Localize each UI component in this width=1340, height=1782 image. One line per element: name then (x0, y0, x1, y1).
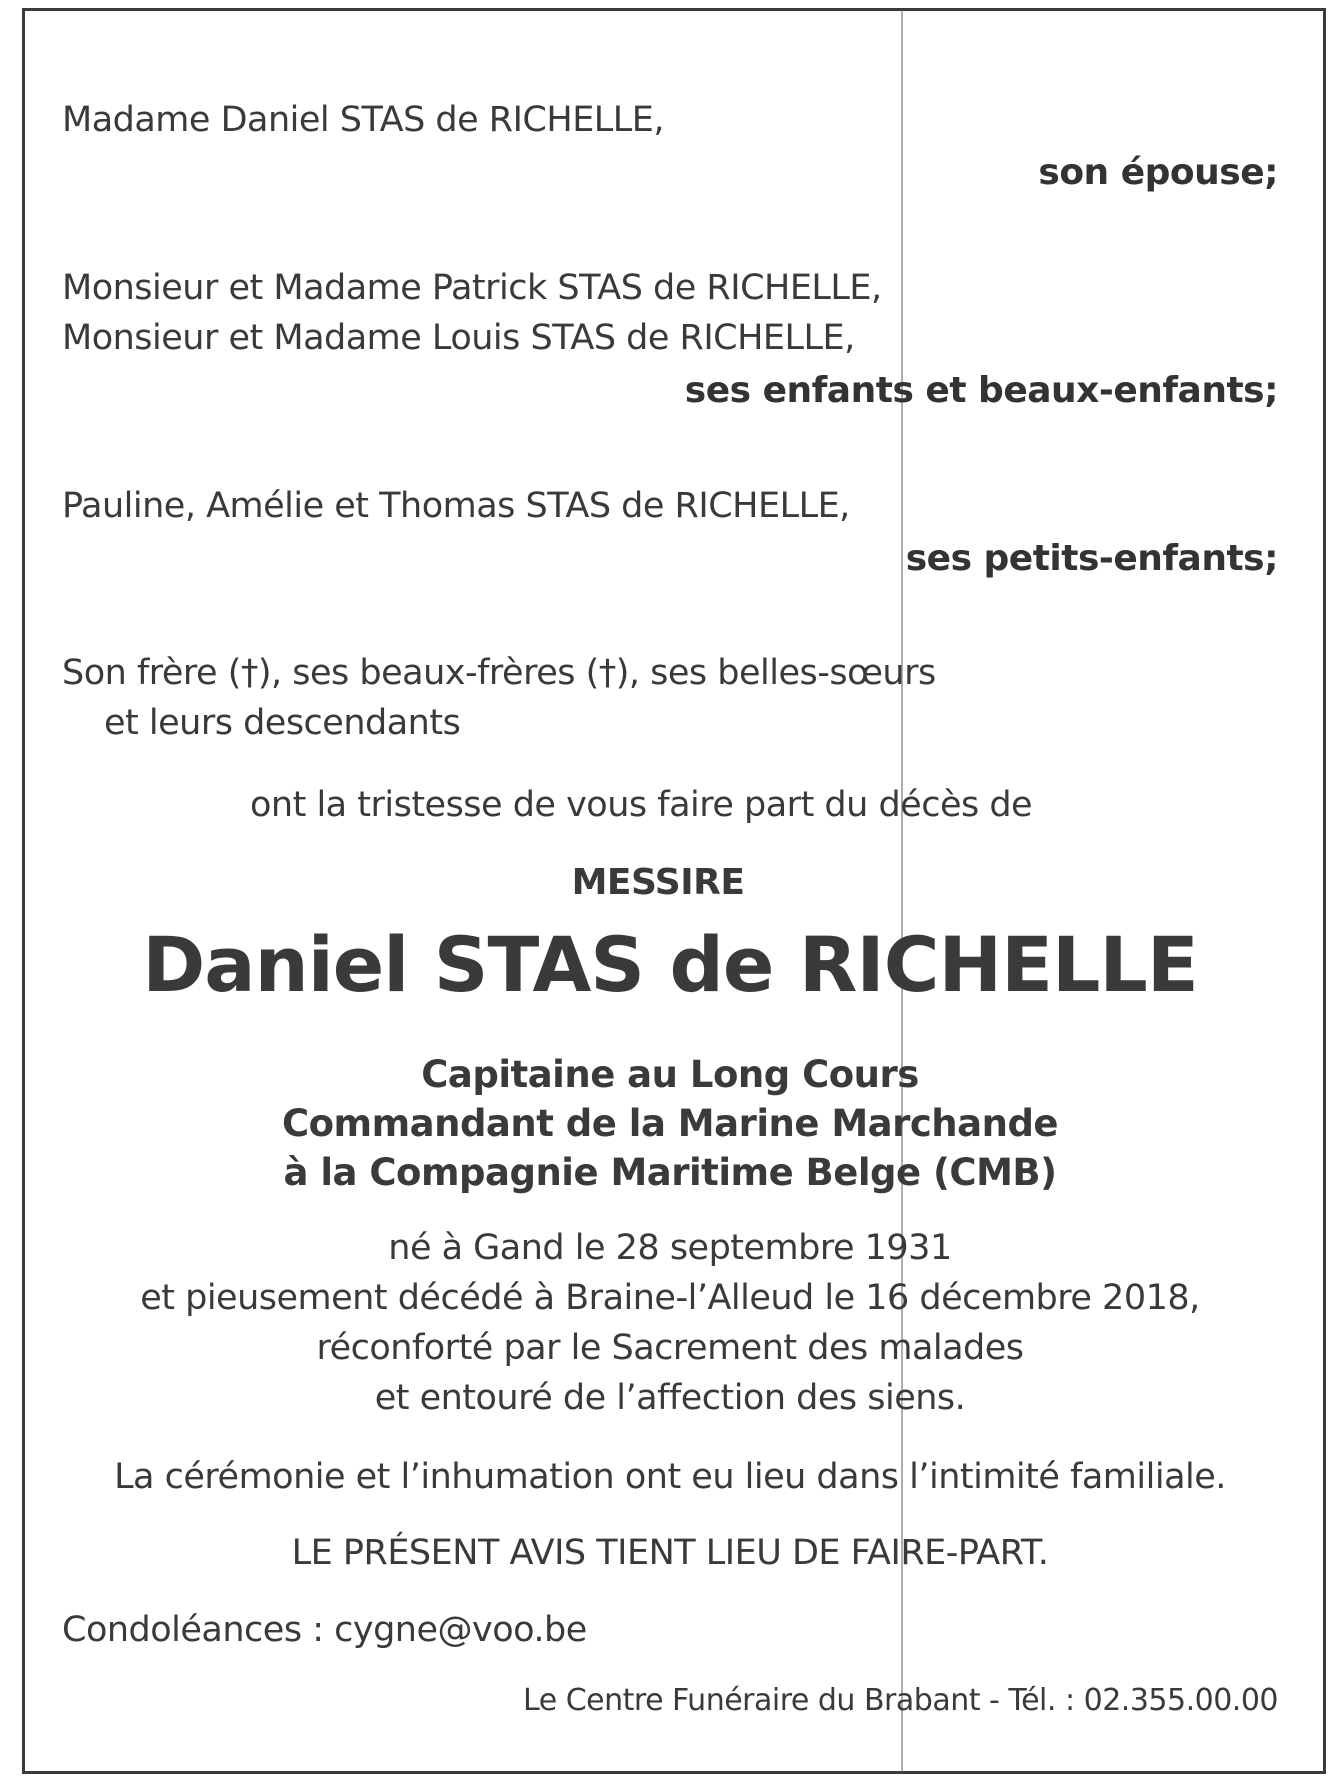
funeral-home-line: Le Centre Funéraire du Brabant - Tél. : 02.355.00.00 (523, 1683, 1278, 1718)
death-line: et pieusement décédé à Braine-l’Alleud le 16 décembre 2018, (140, 1278, 1200, 1318)
deceased-name: Daniel STAS de RICHELLE (142, 920, 1198, 1009)
title-line-3: à la Compagnie Maritime Belge (CMB) (283, 1151, 1057, 1194)
spouse-name: Madame Daniel STAS de RICHELLE, (62, 100, 665, 140)
ceremony-line: La cérémonie et l’inhumation ont eu lieu dans l’intimité familiale. (114, 1457, 1226, 1497)
sacrament-line: réconforté par le Sacrement des malades (316, 1328, 1024, 1368)
child-line-1: Monsieur et Madame Patrick STAS de RICHELLE, (62, 268, 882, 308)
siblings-line-1: Son frère (†), ses beaux-frères (†), ses belles-sœurs (62, 653, 936, 693)
notice-line: LE PRÉSENT AVIS TIENT LIEU DE FAIRE-PART. (291, 1533, 1049, 1573)
condolences-line: Condoléances : cygne@voo.be (62, 1610, 587, 1650)
birth-line: né à Gand le 28 septembre 1931 (388, 1228, 952, 1268)
title-line-1: Capitaine au Long Cours (421, 1053, 919, 1096)
spouse-role: son épouse; (1038, 152, 1278, 193)
affection-line: et entouré de l’affection des siens. (374, 1378, 966, 1418)
children-role: ses enfants et beaux-enfants; (684, 370, 1278, 411)
siblings-line-2: et leurs descendants (104, 703, 461, 743)
honorific: MESSIRE (571, 862, 745, 903)
grandchildren-names: Pauline, Amélie et Thomas STAS de RICHELLE, (62, 486, 850, 526)
title-line-2: Commandant de la Marine Marchande (281, 1102, 1059, 1145)
announcement-text: ont la tristesse de vous faire part du décès de (250, 785, 1033, 825)
child-line-2: Monsieur et Madame Louis STAS de RICHELLE, (62, 318, 855, 358)
grandchildren-role: ses petits-enfants; (905, 538, 1278, 579)
